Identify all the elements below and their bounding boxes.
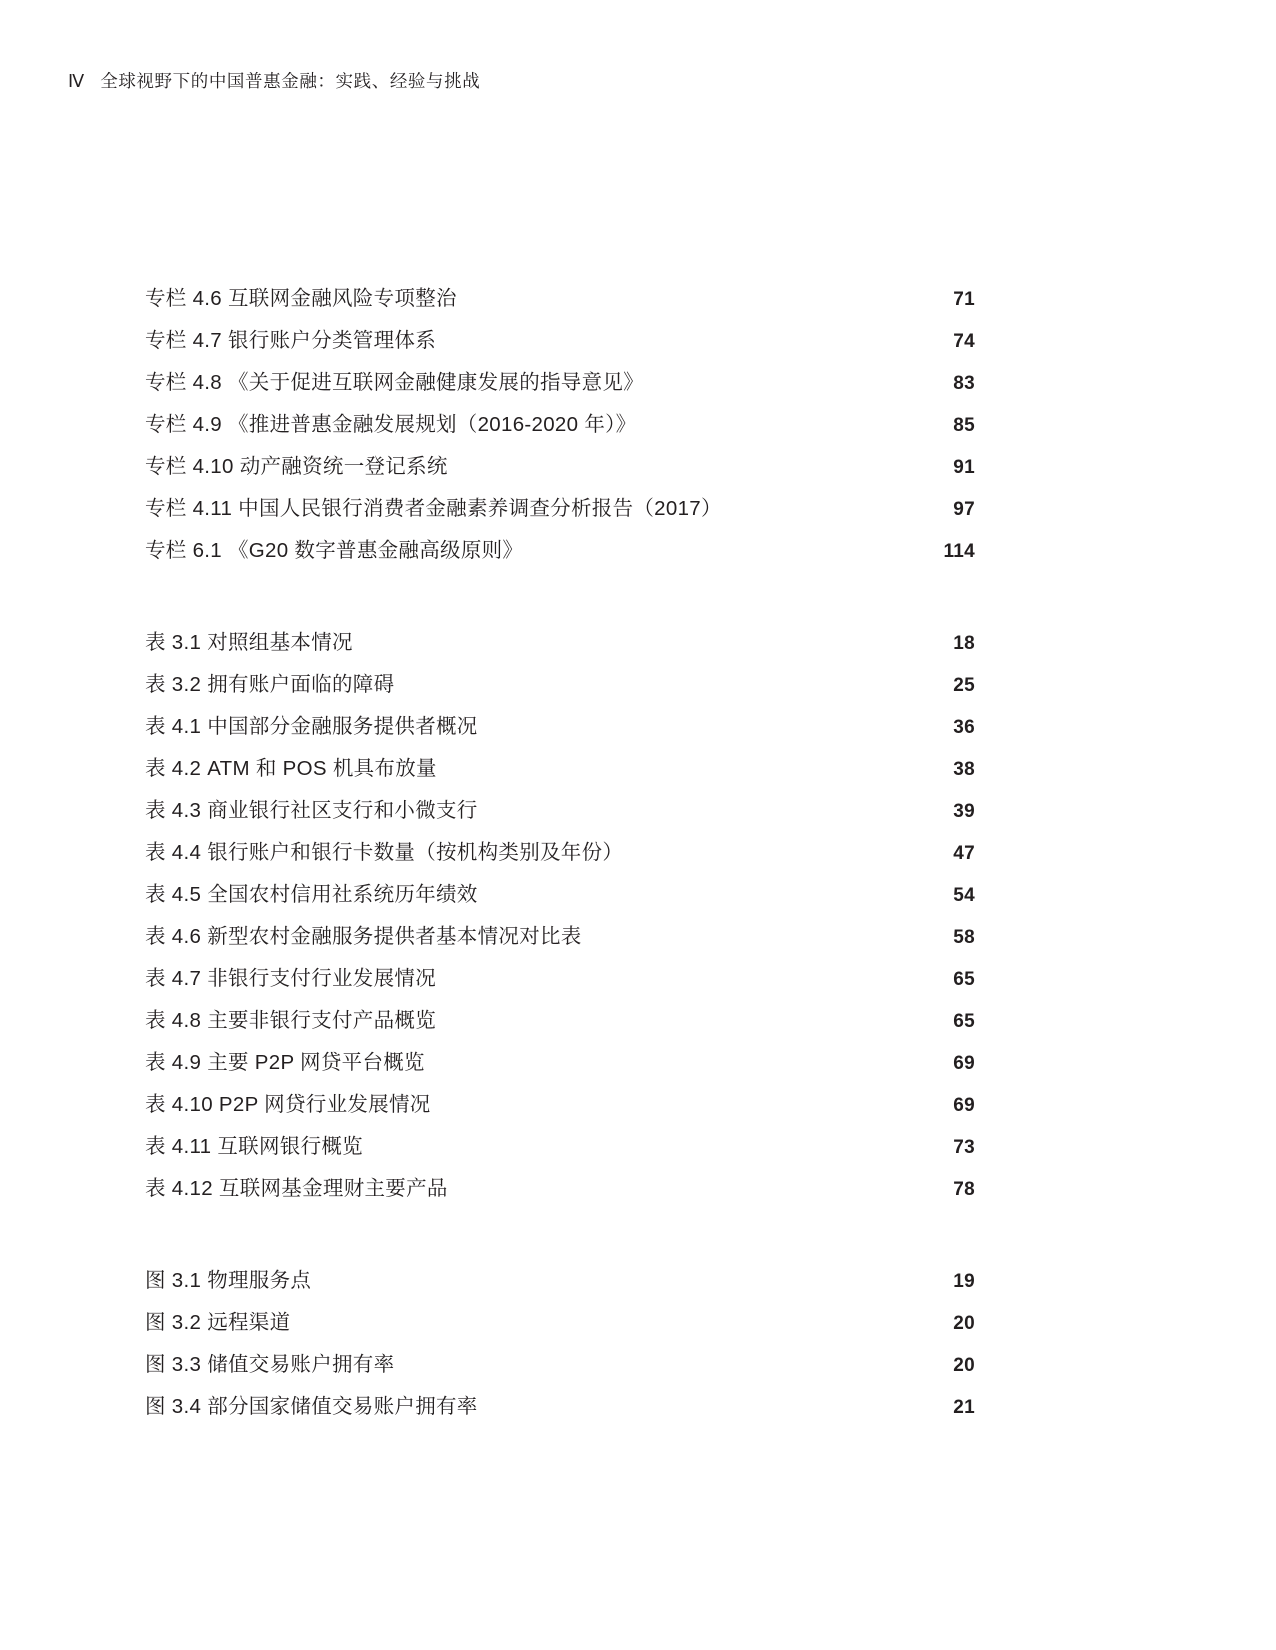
toc-entry-label: 表 4.6 新型农村金融服务提供者基本情况对比表	[145, 925, 582, 948]
toc-entry-page: 83	[953, 373, 975, 394]
toc-entry-label: 表 4.12 互联网基金理财主要产品	[145, 1177, 448, 1200]
toc-entry-label: 专栏 4.8 《关于促进互联网金融健康发展的指导意见》	[145, 371, 644, 394]
toc-entry-page: 36	[953, 717, 975, 738]
toc-entry[interactable]	[145, 1000, 975, 1042]
toc-entry[interactable]	[145, 1344, 975, 1386]
toc-entry[interactable]	[145, 664, 975, 706]
toc-entry[interactable]	[145, 1126, 975, 1168]
running-head	[68, 68, 480, 93]
toc-entry-label: 图 3.2 远程渠道	[145, 1311, 291, 1334]
toc-entry-page: 20	[953, 1313, 975, 1334]
toc-entry-label: 表 4.7 非银行支付行业发展情况	[145, 967, 436, 990]
toc-entry[interactable]	[145, 1260, 975, 1302]
table-of-contents	[145, 278, 975, 1428]
toc-entry-label: 表 3.1 对照组基本情况	[145, 631, 353, 654]
toc-entry-page: 85	[953, 415, 975, 436]
toc-entry-page: 97	[953, 499, 975, 520]
toc-entry-page: 71	[953, 289, 975, 310]
toc-entry-page: 65	[953, 1011, 975, 1032]
toc-entry[interactable]	[145, 916, 975, 958]
toc-group-boxes	[145, 278, 975, 572]
toc-entry-label: 图 3.4 部分国家储值交易账户拥有率	[145, 1395, 478, 1418]
toc-entry-page: 20	[953, 1355, 975, 1376]
toc-entry[interactable]	[145, 362, 975, 404]
toc-entry-label: 图 3.1 物理服务点	[145, 1269, 312, 1292]
toc-entry-page: 38	[953, 759, 975, 780]
toc-entry-label: 表 4.5 全国农村信用社系统历年绩效	[145, 883, 478, 906]
toc-entry[interactable]	[145, 706, 975, 748]
toc-entry-label: 表 3.2 拥有账户面临的障碍	[145, 673, 395, 696]
toc-entry-label: 专栏 6.1 《G20 数字普惠金融高级原则》	[145, 539, 524, 562]
toc-entry-page: 47	[953, 843, 975, 864]
toc-entry[interactable]	[145, 404, 975, 446]
toc-group-figures	[145, 1260, 975, 1428]
toc-entry-page: 65	[953, 969, 975, 990]
toc-entry-label: 表 4.9 主要 P2P 网贷平台概览	[145, 1051, 425, 1074]
toc-entry-label: 专栏 4.10 动产融资统一登记系统	[145, 455, 448, 478]
section-gap	[145, 572, 975, 622]
toc-entry-page: 114	[943, 541, 975, 562]
toc-entry-label: 表 4.11 互联网银行概览	[145, 1135, 363, 1158]
page-folio: Ⅳ	[68, 71, 85, 91]
toc-entry-page: 39	[953, 801, 975, 822]
toc-entry[interactable]	[145, 1084, 975, 1126]
toc-entry-page: 19	[953, 1271, 975, 1292]
toc-group-tables	[145, 622, 975, 1210]
toc-entry-page: 69	[953, 1053, 975, 1074]
book-title: 全球视野下的中国普惠金融：实践、经验与挑战	[100, 71, 481, 91]
toc-entry-page: 58	[953, 927, 975, 948]
toc-entry[interactable]	[145, 958, 975, 1000]
toc-entry-label: 专栏 4.7 银行账户分类管理体系	[145, 329, 436, 352]
toc-entry-page: 69	[953, 1095, 975, 1116]
toc-entry-label: 表 4.8 主要非银行支付产品概览	[145, 1009, 436, 1032]
toc-entry[interactable]	[145, 1042, 975, 1084]
toc-entry-label: 专栏 4.11 中国人民银行消费者金融素养调查分析报告（2017）	[145, 497, 722, 520]
toc-entry[interactable]	[145, 278, 975, 320]
toc-entry-page: 78	[953, 1179, 975, 1200]
toc-entry[interactable]	[145, 622, 975, 664]
toc-entry[interactable]	[145, 488, 975, 530]
toc-entry-label: 表 4.3 商业银行社区支行和小微支行	[145, 799, 478, 822]
toc-entry[interactable]	[145, 320, 975, 362]
toc-entry[interactable]	[145, 1386, 975, 1428]
toc-entry-label: 专栏 4.6 互联网金融风险专项整治	[145, 287, 457, 310]
toc-entry-page: 25	[953, 675, 975, 696]
toc-entry-label: 表 4.4 银行账户和银行卡数量（按机构类别及年份）	[145, 841, 624, 864]
toc-entry-label: 表 4.10 P2P 网贷行业发展情况	[145, 1093, 431, 1116]
toc-entry-page: 18	[953, 633, 975, 654]
toc-entry-page: 91	[953, 457, 975, 478]
toc-entry-label: 专栏 4.9 《推进普惠金融发展规划（2016-2020 年）》	[145, 413, 637, 436]
toc-entry[interactable]	[145, 1168, 975, 1210]
toc-entry[interactable]	[145, 790, 975, 832]
toc-entry-page: 74	[953, 331, 975, 352]
toc-entry[interactable]	[145, 748, 975, 790]
toc-entry[interactable]	[145, 446, 975, 488]
toc-entry[interactable]	[145, 1302, 975, 1344]
section-gap	[145, 1210, 975, 1260]
toc-entry-page: 73	[953, 1137, 975, 1158]
toc-entry-label: 表 4.2 ATM 和 POS 机具布放量	[145, 757, 437, 780]
toc-entry-page: 21	[953, 1397, 975, 1418]
toc-entry[interactable]	[145, 874, 975, 916]
toc-entry-label: 图 3.3 储值交易账户拥有率	[145, 1353, 395, 1376]
toc-entry-page: 54	[953, 885, 975, 906]
toc-entry[interactable]	[145, 530, 975, 572]
toc-entry-label: 表 4.1 中国部分金融服务提供者概况	[145, 715, 478, 738]
toc-entry[interactable]	[145, 832, 975, 874]
